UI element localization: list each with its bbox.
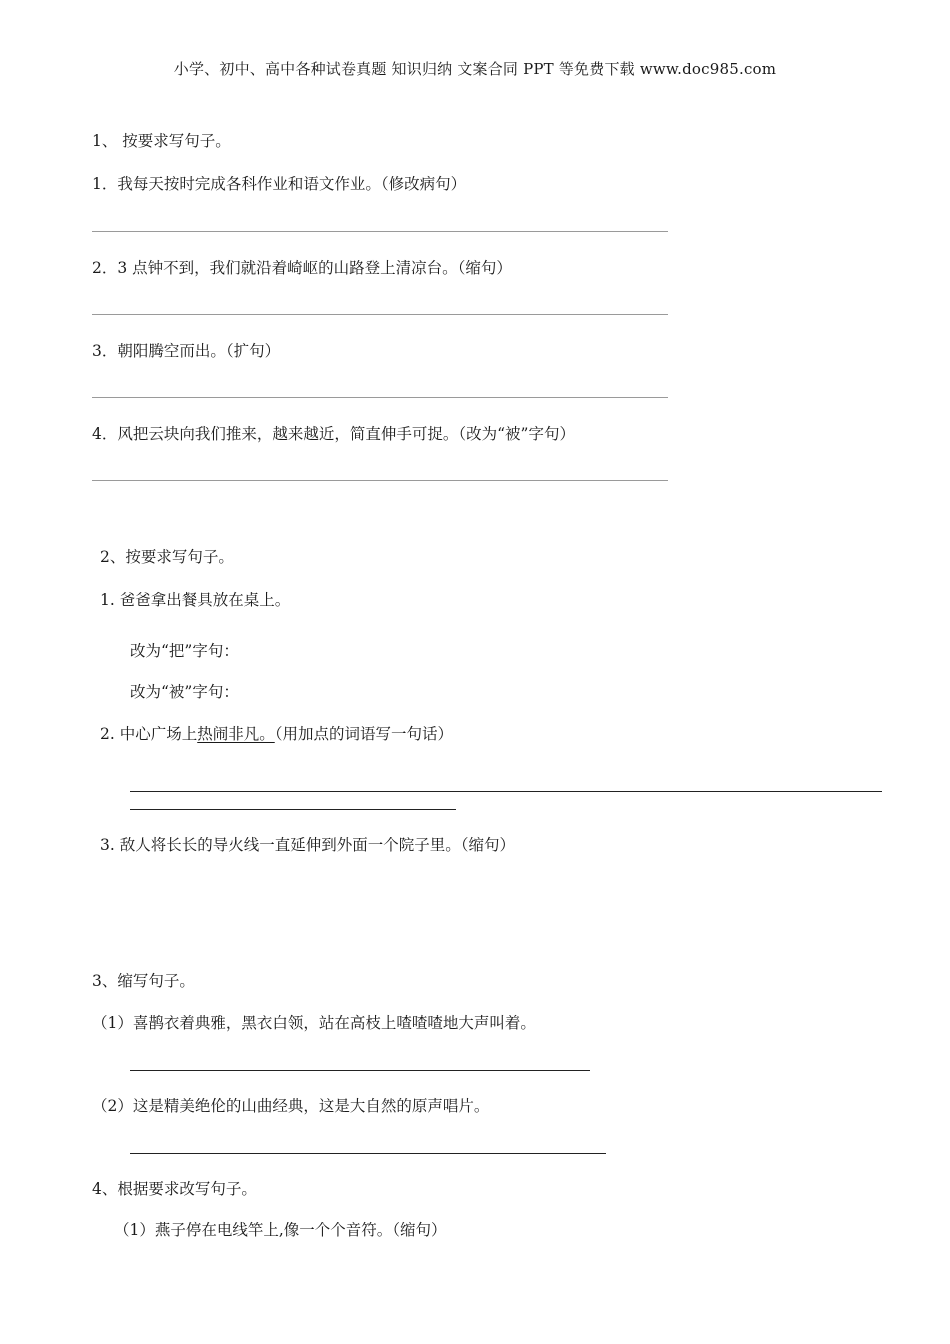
answer-line-2-2b[interactable] — [130, 809, 456, 810]
question-2-1-bei-prompt: 改为“被”字句： — [130, 683, 239, 701]
question-2-1-ba-prompt: 改为“把”字句： — [130, 642, 239, 660]
answer-line-3-1[interactable] — [130, 1070, 590, 1071]
question-1-4: 4．风把云块向我们推来，越来越近，简直伸手可捉。（改为“被”字句） — [92, 425, 575, 443]
section-1-title: 1、 按要求写句子。 — [92, 132, 231, 150]
answer-line-3-2[interactable] — [130, 1153, 606, 1154]
answer-line-1-2[interactable] — [92, 314, 668, 315]
question-2-2-underlined-phrase: 热闹非凡。 — [197, 725, 275, 743]
answer-line-1-4[interactable] — [92, 480, 668, 481]
question-1-1: 1．我每天按时完成各科作业和语文作业。（修改病句） — [92, 175, 467, 193]
question-1-2: 2．3 点钟不到，我们就沿着崎岖的山路登上清凉台。（缩句） — [92, 259, 512, 277]
question-3-1: （1）喜鹊衣着典雅，黑衣白领，站在高枝上喳喳喳地大声叫着。 — [92, 1014, 536, 1032]
question-2-1: 1. 爸爸拿出餐具放在桌上。 — [100, 591, 291, 609]
answer-line-1-1[interactable] — [92, 231, 668, 232]
question-2-2-prefix: 2. 中心广场上 — [100, 725, 198, 743]
question-4-1: （1）燕子停在电线竿上,像一个个音符。（缩句） — [114, 1221, 447, 1239]
question-3-2: （2）这是精美绝伦的山曲经典，这是大自然的原声唱片。 — [92, 1097, 490, 1115]
section-3-title: 3、缩写句子。 — [92, 972, 195, 990]
answer-line-1-3[interactable] — [92, 397, 668, 398]
section-2-title: 2、按要求写句子。 — [100, 548, 234, 566]
section-4-title: 4、根据要求改写句子。 — [92, 1180, 257, 1198]
page-header: 小学、初中、高中各种试卷真题 知识归纳 文案合同 PPT 等免费下载 www.doc985.com — [173, 60, 777, 78]
answer-line-2-2a[interactable] — [130, 791, 882, 792]
question-2-2-instruction: （用加点的词语写一句话） — [274, 725, 453, 743]
question-1-3: 3．朝阳腾空而出。（扩句） — [92, 342, 281, 360]
question-2-2 — [100, 724, 453, 744]
question-2-3: 3. 敌人将长长的导火线一直延伸到外面一个院子里。（缩句） — [100, 836, 515, 854]
